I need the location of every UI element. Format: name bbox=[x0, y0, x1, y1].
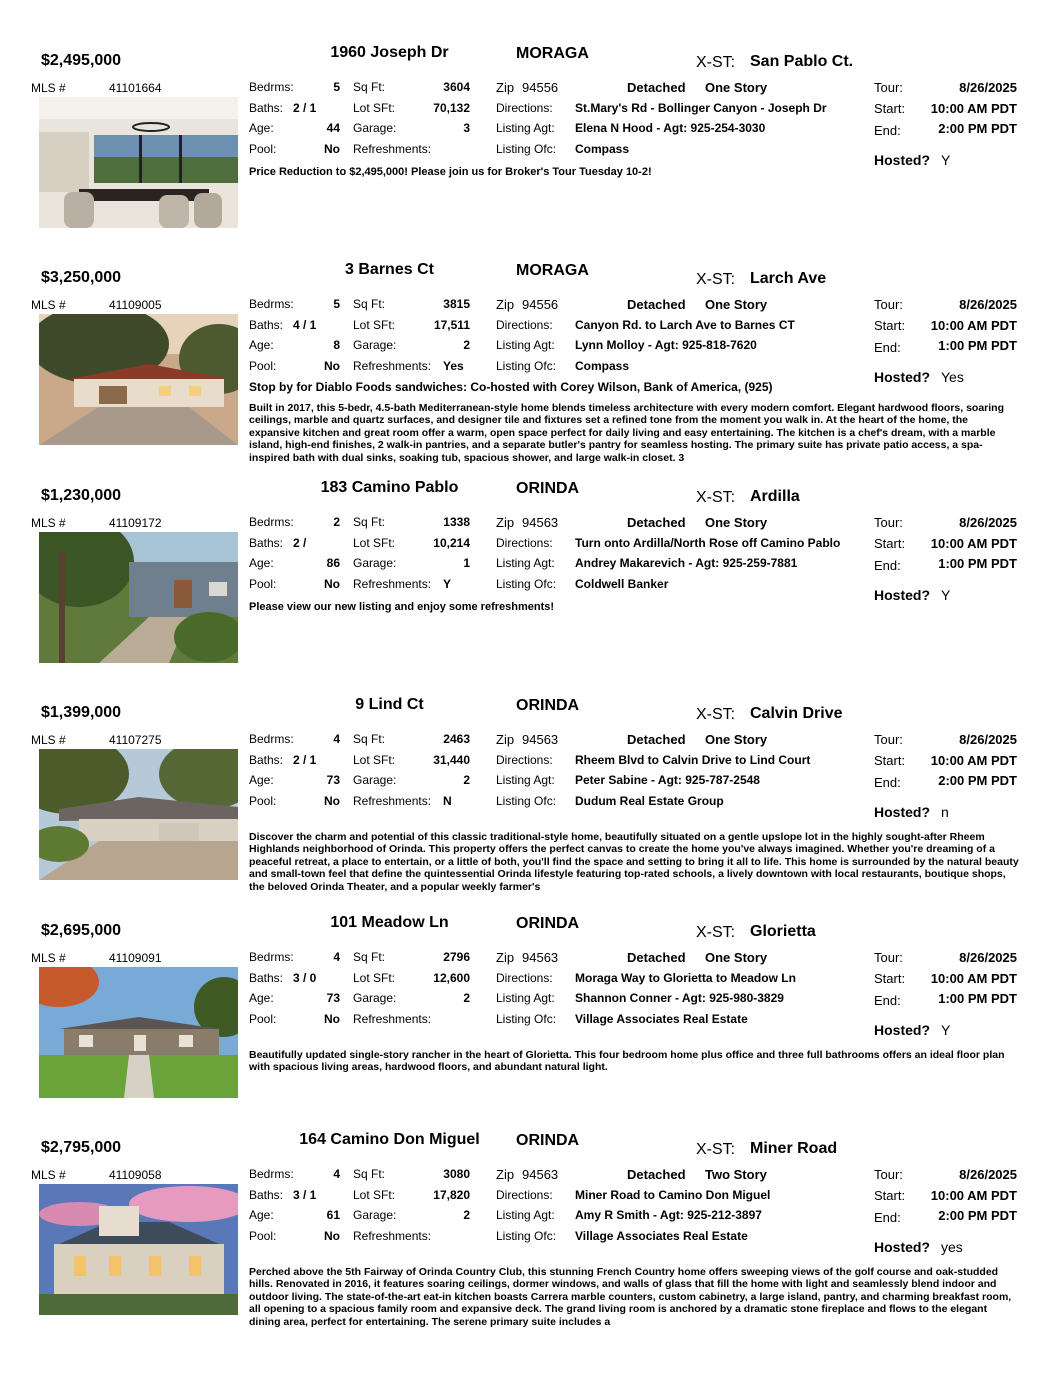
start-label: Start: bbox=[874, 1188, 906, 1203]
property-type: Detached bbox=[627, 1167, 686, 1182]
garage-label: Garage: bbox=[353, 338, 397, 352]
garage-value: 2 bbox=[463, 773, 470, 787]
listing-price: $2,695,000 bbox=[41, 922, 122, 939]
listing-agent-label: Listing Agt: bbox=[496, 1208, 555, 1222]
refreshments-label: Refreshments: bbox=[353, 1229, 432, 1243]
listing-description: Beautifully updated single-story rancher in the heart of Glorietta. This four bedroom home plus office and three full bathrooms offers an ideal floor plan with spacious living areas, hardwood floors, and abundant natural light. bbox=[249, 1049, 1005, 1074]
listing-photo bbox=[39, 1184, 238, 1315]
age-value: 73 bbox=[326, 991, 340, 1005]
cross-street-label: X-ST: bbox=[696, 1141, 736, 1158]
listing-description: Perched above the 5th Fairway of Orinda Country Club, this stunning French Country home offers sweeping views of the golf course and oak-studded hills. Renovated in 2016, it features soaring ceilings, dormer windows, and walls of glass that fill the home with light and seamlessly blend indoor and outdoor living. The state-of-the-art eat-in kitchen boasts Carrera marble counters, custom cabinetry, a large island, pantry, and charming breakfast room, all opening to a spacious family room and expansive deck. The grand living room is anchored by a dramatic stone fireplace and flows to the elegant dining area, perfect for entertaining. The serene primary suite includes a bbox=[249, 1266, 1012, 1328]
hosted-value: Y bbox=[941, 152, 951, 168]
tour-label: Tour: bbox=[874, 732, 903, 747]
sqft-value: 3604 bbox=[443, 80, 470, 94]
lot-sqft-value: 70,132 bbox=[433, 101, 470, 115]
mls-label: MLS # bbox=[31, 81, 66, 95]
listing-office-label: Listing Ofc: bbox=[496, 794, 557, 808]
zip-label: Zip bbox=[496, 297, 515, 312]
hosted-label: Hosted? bbox=[874, 587, 930, 603]
property-type: Detached bbox=[627, 950, 686, 965]
age-value: 86 bbox=[326, 556, 340, 570]
sqft-value: 3080 bbox=[443, 1167, 470, 1181]
cross-street-label: X-ST: bbox=[696, 924, 736, 941]
lot-sqft-value: 17,511 bbox=[433, 318, 470, 332]
listing-card bbox=[0, 910, 1063, 1127]
mls-number: 41109005 bbox=[109, 298, 162, 312]
tour-date: 8/26/2025 bbox=[959, 80, 1017, 95]
directions-label: Directions: bbox=[496, 753, 553, 767]
bedrooms-value: 5 bbox=[333, 297, 340, 311]
listing-office-value: Village Associates Real Estate bbox=[575, 1229, 748, 1243]
end-time: 2:00 PM PDT bbox=[938, 773, 1017, 788]
listing-card bbox=[0, 1127, 1063, 1344]
bedrooms-label: Bedrms: bbox=[249, 950, 294, 964]
directions-label: Directions: bbox=[496, 318, 553, 332]
refreshments-label: Refreshments: bbox=[353, 142, 432, 156]
tour-date: 8/26/2025 bbox=[959, 950, 1017, 965]
hosted-value: Yes bbox=[941, 369, 964, 385]
sqft-label: Sq Ft: bbox=[353, 950, 386, 964]
baths-value: 4 / 1 bbox=[293, 318, 317, 332]
zip-label: Zip bbox=[496, 732, 515, 747]
pool-value: No bbox=[324, 1229, 340, 1243]
stories-value: Two Story bbox=[705, 1167, 767, 1182]
listing-office-label: Listing Ofc: bbox=[496, 359, 557, 373]
listing-office-value: Village Associates Real Estate bbox=[575, 1012, 748, 1026]
refreshments-value: Y bbox=[443, 577, 452, 591]
listing-photo bbox=[39, 314, 238, 445]
cross-street-label: X-ST: bbox=[696, 271, 736, 288]
sqft-value: 1338 bbox=[443, 515, 470, 529]
garage-value: 2 bbox=[463, 991, 470, 1005]
end-time: 2:00 PM PDT bbox=[938, 121, 1017, 136]
cross-street-value: Calvin Drive bbox=[750, 705, 843, 722]
end-label: End: bbox=[874, 123, 901, 138]
directions-value: St.Mary's Rd - Bollinger Canyon - Joseph Dr bbox=[575, 101, 827, 115]
listing-address: 1960 Joseph Dr bbox=[330, 44, 449, 61]
garage-value: 2 bbox=[463, 1208, 470, 1222]
start-time: 10:00 AM PDT bbox=[930, 318, 1017, 333]
bedrooms-value: 4 bbox=[333, 732, 340, 746]
listing-city: MORAGA bbox=[516, 45, 589, 62]
start-time: 10:00 AM PDT bbox=[930, 101, 1017, 116]
sqft-value: 2463 bbox=[443, 732, 470, 746]
refreshments-label: Refreshments: bbox=[353, 794, 432, 808]
zip-value: 94556 bbox=[522, 297, 559, 312]
directions-value: Miner Road to Camino Don Miguel bbox=[575, 1188, 771, 1202]
directions-label: Directions: bbox=[496, 1188, 553, 1202]
end-label: End: bbox=[874, 340, 901, 355]
cross-street-value: Larch Ave bbox=[750, 270, 827, 287]
refreshments-value: N bbox=[443, 794, 452, 808]
bedrooms-value: 5 bbox=[333, 80, 340, 94]
end-time: 1:00 PM PDT bbox=[938, 338, 1017, 353]
listing-photo bbox=[39, 749, 238, 880]
mls-number: 41101664 bbox=[109, 81, 162, 95]
end-label: End: bbox=[874, 993, 901, 1008]
baths-label: Baths: bbox=[249, 753, 284, 767]
listing-city: ORINDA bbox=[516, 480, 580, 497]
baths-value: 2 / 1 bbox=[293, 753, 317, 767]
age-value: 73 bbox=[326, 773, 340, 787]
listing-office-value: Compass bbox=[575, 359, 630, 373]
tour-date: 8/26/2025 bbox=[959, 515, 1017, 530]
bedrooms-label: Bedrms: bbox=[249, 515, 294, 529]
zip-value: 94563 bbox=[522, 1167, 559, 1182]
property-type: Detached bbox=[627, 80, 686, 95]
sqft-value: 2796 bbox=[443, 950, 470, 964]
cross-street-label: X-ST: bbox=[696, 706, 736, 723]
pool-value: No bbox=[324, 794, 340, 808]
listing-address: 9 Lind Ct bbox=[355, 696, 424, 713]
listing-city: ORINDA bbox=[516, 1132, 580, 1149]
listing-price: $1,230,000 bbox=[41, 487, 122, 504]
baths-label: Baths: bbox=[249, 101, 284, 115]
sqft-label: Sq Ft: bbox=[353, 515, 386, 529]
start-label: Start: bbox=[874, 971, 906, 986]
age-label: Age: bbox=[249, 1208, 274, 1222]
cross-street-label: X-ST: bbox=[696, 489, 736, 506]
start-time: 10:00 AM PDT bbox=[930, 753, 1017, 768]
age-value: 8 bbox=[333, 338, 340, 352]
refreshments-value: Yes bbox=[443, 359, 464, 373]
garage-label: Garage: bbox=[353, 1208, 397, 1222]
listing-description: Discover the charm and potential of this classic traditional-style home, beautifully situated on a gentle upslope lot in the highly sought-after Rheem Highlands neighborhood of Orinda. This property offers the perfect canvas to create the home you've always imagined. Whether you're dreaming of a peaceful retreat, a place to entertain, or a little of both, you'll find the space and setting to bring it all to life. This home is surrounded by the natural beauty and small-town feel that define the quintessential Orinda lifestyle featuring top-rated schools, a lively downtown with local restaurants, boutique shops, the beloved Orinda Theater, and a popular weekly farmer's bbox=[249, 831, 1019, 893]
hosted-value: n bbox=[941, 804, 949, 820]
broker-remark: Stop by for Diablo Foods sandwiches: Co-hosted with Corey Wilson, Bank of America, (925) bbox=[249, 380, 773, 394]
listing-price: $1,399,000 bbox=[41, 704, 122, 721]
baths-value: 2 / bbox=[293, 536, 307, 550]
pool-label: Pool: bbox=[249, 1012, 277, 1026]
zip-value: 94563 bbox=[522, 950, 559, 965]
pool-value: No bbox=[324, 577, 340, 591]
zip-value: 94556 bbox=[522, 80, 559, 95]
listing-agent-label: Listing Agt: bbox=[496, 121, 555, 135]
end-time: 1:00 PM PDT bbox=[938, 991, 1017, 1006]
tour-label: Tour: bbox=[874, 297, 903, 312]
property-type: Detached bbox=[627, 515, 686, 530]
broker-remark: Please view our new listing and enjoy some refreshments! bbox=[249, 601, 555, 613]
listing-office-label: Listing Ofc: bbox=[496, 577, 557, 591]
end-label: End: bbox=[874, 1210, 901, 1225]
pool-label: Pool: bbox=[249, 142, 277, 156]
bedrooms-value: 4 bbox=[333, 1167, 340, 1181]
start-time: 10:00 AM PDT bbox=[930, 971, 1017, 986]
age-label: Age: bbox=[249, 121, 274, 135]
stories-value: One Story bbox=[705, 515, 768, 530]
lot-sqft-value: 12,600 bbox=[433, 971, 470, 985]
age-label: Age: bbox=[249, 556, 274, 570]
tour-label: Tour: bbox=[874, 80, 903, 95]
sqft-label: Sq Ft: bbox=[353, 297, 386, 311]
baths-value: 2 / 1 bbox=[293, 101, 317, 115]
listing-photo bbox=[39, 532, 238, 663]
hosted-label: Hosted? bbox=[874, 369, 930, 385]
hosted-label: Hosted? bbox=[874, 1239, 930, 1255]
zip-label: Zip bbox=[496, 1167, 515, 1182]
start-label: Start: bbox=[874, 101, 906, 116]
listing-card bbox=[0, 257, 1063, 474]
zip-label: Zip bbox=[496, 950, 515, 965]
directions-value: Moraga Way to Glorietta to Meadow Ln bbox=[575, 971, 796, 985]
listing-city: MORAGA bbox=[516, 262, 589, 279]
zip-label: Zip bbox=[496, 515, 515, 530]
property-type: Detached bbox=[627, 297, 686, 312]
tour-label: Tour: bbox=[874, 515, 903, 530]
start-label: Start: bbox=[874, 318, 906, 333]
lot-sqft-label: Lot SFt: bbox=[353, 318, 396, 332]
mls-number: 41109172 bbox=[109, 516, 162, 530]
pool-label: Pool: bbox=[249, 359, 277, 373]
start-time: 10:00 AM PDT bbox=[930, 1188, 1017, 1203]
tour-date: 8/26/2025 bbox=[959, 297, 1017, 312]
listing-city: ORINDA bbox=[516, 697, 580, 714]
baths-label: Baths: bbox=[249, 1188, 284, 1202]
start-time: 10:00 AM PDT bbox=[930, 536, 1017, 551]
listing-agent-value: Shannon Conner - Agt: 925-980-3829 bbox=[575, 991, 784, 1005]
tour-label: Tour: bbox=[874, 950, 903, 965]
lot-sqft-label: Lot SFt: bbox=[353, 101, 396, 115]
hosted-value: Y bbox=[941, 1022, 951, 1038]
baths-label: Baths: bbox=[249, 318, 284, 332]
listing-address: 3 Barnes Ct bbox=[345, 261, 434, 278]
garage-label: Garage: bbox=[353, 991, 397, 1005]
lot-sqft-label: Lot SFt: bbox=[353, 536, 396, 550]
listing-city: ORINDA bbox=[516, 915, 580, 932]
age-label: Age: bbox=[249, 338, 274, 352]
age-label: Age: bbox=[249, 991, 274, 1005]
pool-value: No bbox=[324, 1012, 340, 1026]
hosted-value: Y bbox=[941, 587, 951, 603]
directions-label: Directions: bbox=[496, 971, 553, 985]
listing-agent-label: Listing Agt: bbox=[496, 991, 555, 1005]
garage-label: Garage: bbox=[353, 773, 397, 787]
zip-value: 94563 bbox=[522, 515, 559, 530]
hosted-label: Hosted? bbox=[874, 804, 930, 820]
listing-office-label: Listing Ofc: bbox=[496, 142, 557, 156]
lot-sqft-label: Lot SFt: bbox=[353, 753, 396, 767]
listing-price: $2,495,000 bbox=[41, 52, 122, 69]
listing-office-label: Listing Ofc: bbox=[496, 1012, 557, 1026]
listing-address: 101 Meadow Ln bbox=[330, 914, 449, 931]
age-value: 61 bbox=[326, 1208, 340, 1222]
listing-agent-label: Listing Agt: bbox=[496, 338, 555, 352]
directions-value: Rheem Blvd to Calvin Drive to Lind Court bbox=[575, 753, 811, 767]
baths-label: Baths: bbox=[249, 971, 284, 985]
property-type: Detached bbox=[627, 732, 686, 747]
garage-label: Garage: bbox=[353, 556, 397, 570]
mls-label: MLS # bbox=[31, 951, 66, 965]
listing-price: $2,795,000 bbox=[41, 1139, 122, 1156]
listing-photo bbox=[39, 97, 238, 228]
refreshments-label: Refreshments: bbox=[353, 1012, 432, 1026]
baths-value: 3 / 0 bbox=[293, 971, 317, 985]
sqft-label: Sq Ft: bbox=[353, 1167, 386, 1181]
pool-label: Pool: bbox=[249, 577, 277, 591]
lot-sqft-label: Lot SFt: bbox=[353, 971, 396, 985]
pool-value: No bbox=[324, 142, 340, 156]
pool-label: Pool: bbox=[249, 794, 277, 808]
lot-sqft-value: 31,440 bbox=[433, 753, 470, 767]
mls-number: 41107275 bbox=[109, 733, 162, 747]
stories-value: One Story bbox=[705, 732, 768, 747]
listing-card bbox=[0, 475, 1063, 692]
listing-photo bbox=[39, 967, 238, 1098]
lot-sqft-value: 17,820 bbox=[433, 1188, 470, 1202]
age-label: Age: bbox=[249, 773, 274, 787]
bedrooms-label: Bedrms: bbox=[249, 732, 294, 746]
listing-agent-value: Amy R Smith - Agt: 925-212-3897 bbox=[575, 1208, 762, 1222]
refreshments-label: Refreshments: bbox=[353, 359, 432, 373]
sqft-label: Sq Ft: bbox=[353, 80, 386, 94]
directions-value: Turn onto Ardilla/North Rose off Camino Pablo bbox=[575, 536, 841, 550]
listing-agent-value: Andrey Makarevich - Agt: 925-259-7881 bbox=[575, 556, 798, 570]
broker-remark: Price Reduction to $2,495,000! Please join us for Broker's Tour Tuesday 10-2! bbox=[249, 166, 652, 178]
cross-street-value: San Pablo Ct. bbox=[750, 53, 854, 70]
end-label: End: bbox=[874, 558, 901, 573]
hosted-value: yes bbox=[941, 1239, 963, 1255]
cross-street-label: X-ST: bbox=[696, 54, 736, 71]
listing-address: 183 Camino Pablo bbox=[320, 479, 459, 496]
garage-value: 1 bbox=[463, 556, 470, 570]
mls-number: 41109058 bbox=[109, 1168, 162, 1182]
sqft-value: 3815 bbox=[443, 297, 470, 311]
refreshments-label: Refreshments: bbox=[353, 577, 432, 591]
garage-label: Garage: bbox=[353, 121, 397, 135]
directions-value: Canyon Rd. to Larch Ave to Barnes CT bbox=[575, 318, 795, 332]
end-label: End: bbox=[874, 775, 901, 790]
garage-value: 2 bbox=[463, 338, 470, 352]
age-value: 44 bbox=[326, 121, 340, 135]
listing-agent-value: Peter Sabine - Agt: 925-787-2548 bbox=[575, 773, 760, 787]
listing-office-value: Compass bbox=[575, 142, 630, 156]
cross-street-value: Glorietta bbox=[750, 923, 816, 940]
bedrooms-value: 2 bbox=[333, 515, 340, 529]
hosted-label: Hosted? bbox=[874, 1022, 930, 1038]
pool-label: Pool: bbox=[249, 1229, 277, 1243]
listing-description: Built in 2017, this 5-bedr, 4.5-bath Mediterranean-style home blends timeless architecture with every modern comfort. Elegant hardwood floors, soaring ceilings, marble and quartz surfaces, and designer tile and fixtures set a refined tone from the moment you walk in. At the heart of the home, the expansive kitchen and great room offer a warm, open space perfect for daily living and easy entertaining. The kitchen is a chef's dream, with a marble island, high-end finishes, 2 walk-in pantries, and a separate butler's pantry for seamless hosting. The primary suite has private patio access, a spa-inspired bath with dual sinks, soaking tub, spacious shower, and large walk-in closet. 3 bbox=[249, 402, 1005, 464]
directions-label: Directions: bbox=[496, 101, 553, 115]
listing-office-value: Dudum Real Estate Group bbox=[575, 794, 724, 808]
lot-sqft-value: 10,214 bbox=[433, 536, 470, 550]
garage-value: 3 bbox=[463, 121, 470, 135]
tour-date: 8/26/2025 bbox=[959, 1167, 1017, 1182]
hosted-label: Hosted? bbox=[874, 152, 930, 168]
listing-office-label: Listing Ofc: bbox=[496, 1229, 557, 1243]
pool-value: No bbox=[324, 359, 340, 373]
zip-value: 94563 bbox=[522, 732, 559, 747]
cross-street-value: Ardilla bbox=[750, 488, 800, 505]
start-label: Start: bbox=[874, 536, 906, 551]
listing-agent-label: Listing Agt: bbox=[496, 556, 555, 570]
listing-agent-value: Elena N Hood - Agt: 925-254-3030 bbox=[575, 121, 766, 135]
cross-street-value: Miner Road bbox=[750, 1140, 838, 1157]
bedrooms-label: Bedrms: bbox=[249, 80, 294, 94]
mls-label: MLS # bbox=[31, 298, 66, 312]
stories-value: One Story bbox=[705, 297, 768, 312]
stories-value: One Story bbox=[705, 80, 768, 95]
sqft-label: Sq Ft: bbox=[353, 732, 386, 746]
stories-value: One Story bbox=[705, 950, 768, 965]
mls-number: 41109091 bbox=[109, 951, 162, 965]
bedrooms-label: Bedrms: bbox=[249, 1167, 294, 1181]
baths-label: Baths: bbox=[249, 536, 284, 550]
listing-card bbox=[0, 692, 1063, 909]
tour-date: 8/26/2025 bbox=[959, 732, 1017, 747]
mls-label: MLS # bbox=[31, 1168, 66, 1182]
listing-office-value: Coldwell Banker bbox=[575, 577, 669, 591]
end-time: 2:00 PM PDT bbox=[938, 1208, 1017, 1223]
listing-price: $3,250,000 bbox=[41, 269, 122, 286]
directions-label: Directions: bbox=[496, 536, 553, 550]
bedrooms-label: Bedrms: bbox=[249, 297, 294, 311]
tour-label: Tour: bbox=[874, 1167, 903, 1182]
zip-label: Zip bbox=[496, 80, 515, 95]
mls-label: MLS # bbox=[31, 516, 66, 530]
mls-label: MLS # bbox=[31, 733, 66, 747]
lot-sqft-label: Lot SFt: bbox=[353, 1188, 396, 1202]
end-time: 1:00 PM PDT bbox=[938, 556, 1017, 571]
listing-card bbox=[0, 40, 1063, 257]
start-label: Start: bbox=[874, 753, 906, 768]
baths-value: 3 / 1 bbox=[293, 1188, 317, 1202]
bedrooms-value: 4 bbox=[333, 950, 340, 964]
listing-agent-value: Lynn Molloy - Agt: 925-818-7620 bbox=[575, 338, 757, 352]
listing-agent-label: Listing Agt: bbox=[496, 773, 555, 787]
listing-address: 164 Camino Don Miguel bbox=[299, 1131, 480, 1148]
